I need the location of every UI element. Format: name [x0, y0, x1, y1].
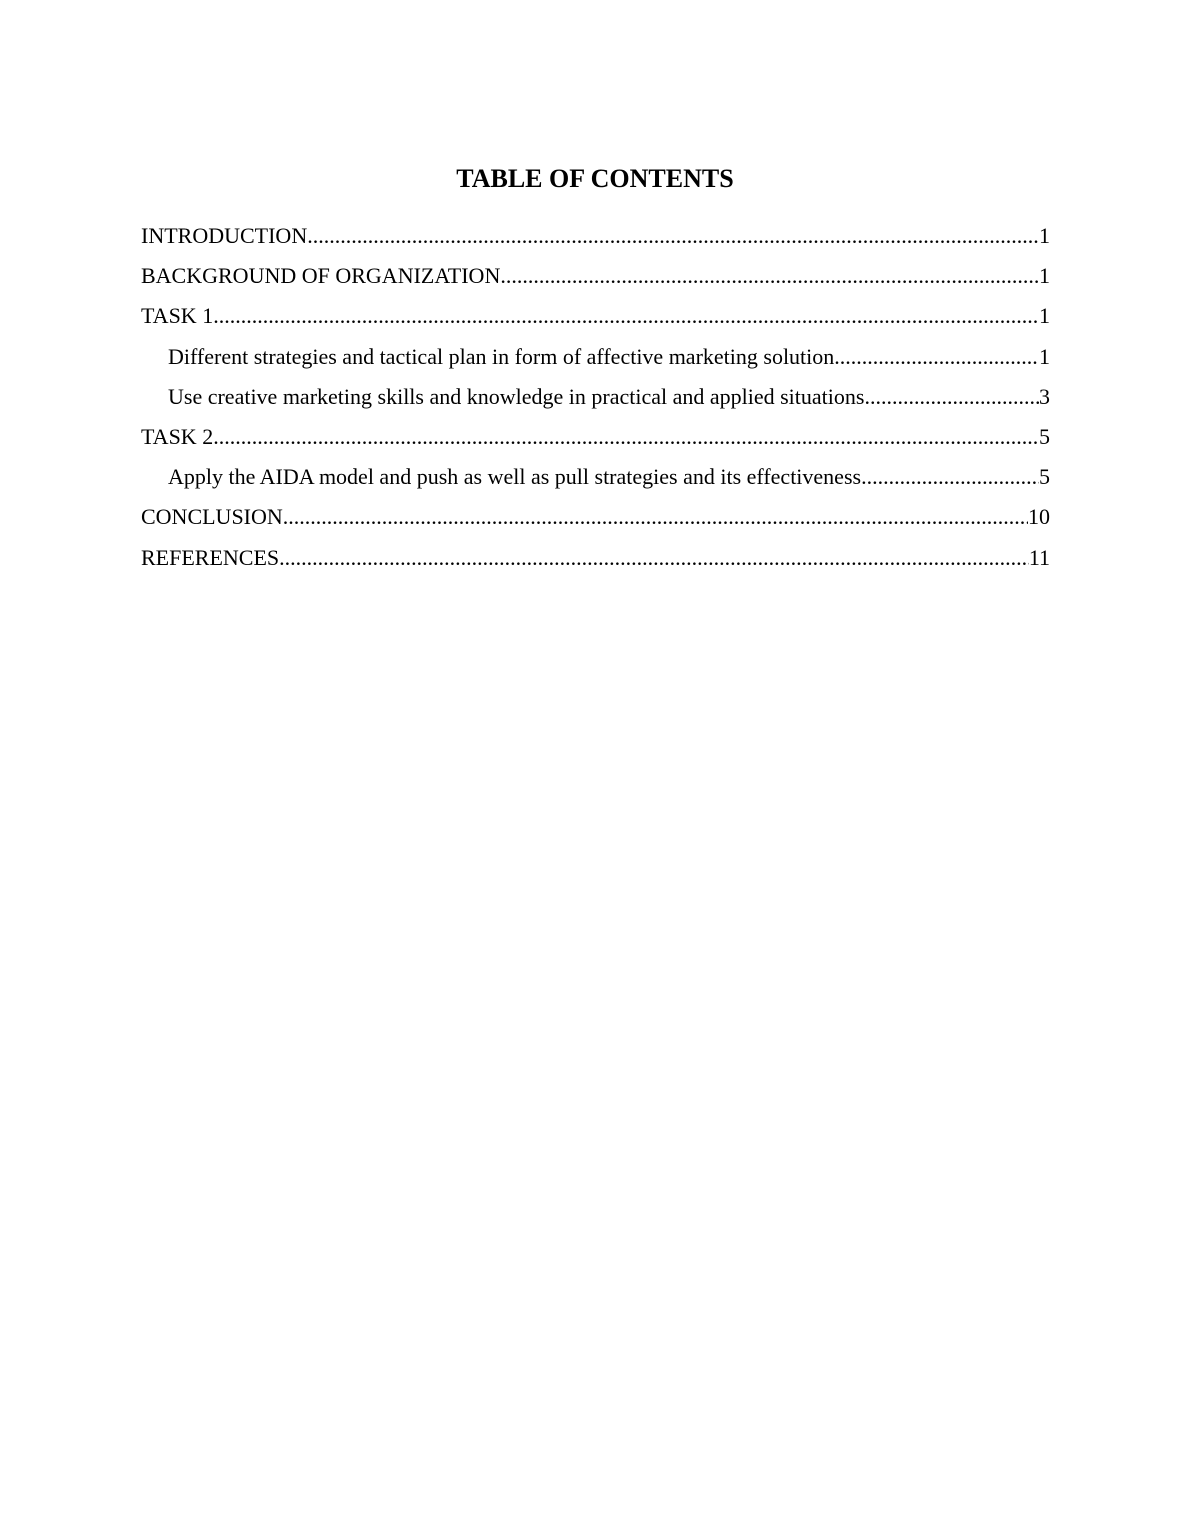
toc-entry-label: CONCLUSION	[141, 504, 283, 530]
toc-dot-leader	[213, 421, 1039, 453]
toc-entry-different-strategies[interactable]	[141, 341, 1050, 381]
toc-entry-label: Apply the AIDA model and push as well as pull strategies and its effectiveness	[168, 464, 862, 490]
toc-entry-background-of-organization[interactable]	[141, 260, 1050, 300]
toc-entry-page-number: 3	[1039, 383, 1050, 409]
toc-entry-page-number: 5	[1039, 423, 1050, 449]
toc-dot-leader	[307, 220, 1039, 252]
toc-title: TABLE OF CONTENTS	[456, 164, 734, 193]
toc-dot-leader	[213, 300, 1039, 332]
toc-entry-references[interactable]	[141, 542, 1050, 582]
toc-entry-page-number: 1	[1039, 343, 1050, 369]
toc-list	[141, 220, 1050, 582]
toc-dot-leader	[834, 341, 1039, 373]
toc-dot-leader	[279, 542, 1029, 574]
toc-entry-page-number: 5	[1039, 464, 1050, 490]
toc-entry-page-number: 10	[1028, 504, 1050, 530]
toc-entry-label: INTRODUCTION	[141, 223, 308, 248]
toc-entry-label: REFERENCES	[141, 544, 280, 570]
toc-entry-label: TASK 1	[141, 303, 214, 329]
toc-dot-leader	[500, 260, 1039, 292]
toc-entry-task-2[interactable]	[141, 421, 1050, 461]
toc-entry-conclusion[interactable]	[141, 501, 1050, 541]
toc-entry-label: TASK 2	[141, 423, 214, 449]
toc-entry-aida-model[interactable]	[141, 461, 1050, 501]
toc-dot-leader	[861, 461, 1039, 493]
toc-dot-leader	[864, 381, 1039, 413]
toc-dot-leader	[283, 501, 1028, 533]
toc-entry-page-number: 1	[1039, 263, 1050, 289]
toc-entry-label: Different strategies and tactical plan in form of affective marketing solution	[168, 343, 835, 369]
toc-entry-task-1[interactable]	[141, 300, 1050, 340]
toc-entry-page-number: 11	[1028, 544, 1050, 570]
toc-entry-page-number: 1	[1039, 223, 1050, 248]
toc-entry-label: Use creative marketing skills and knowledge in practical and applied situations	[168, 383, 865, 409]
toc-entry-introduction[interactable]	[141, 220, 1050, 260]
toc-entry-creative-marketing-skills[interactable]	[141, 381, 1050, 421]
toc-entry-page-number: 1	[1039, 303, 1050, 329]
toc-entry-label: BACKGROUND OF ORGANIZATION	[141, 263, 501, 289]
